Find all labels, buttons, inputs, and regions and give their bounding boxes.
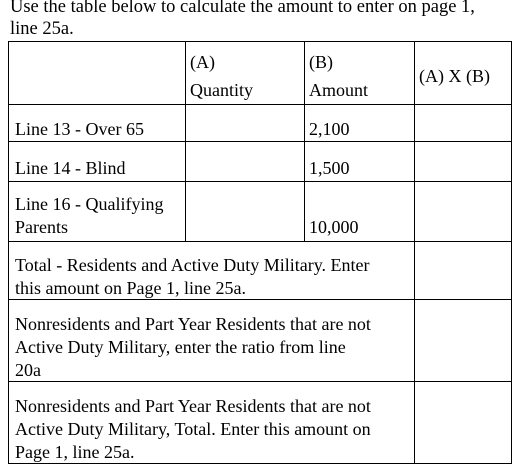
header-quantity-label: Quantity [190,80,253,100]
row-label-over-65: Line 13 - Over 65 [15,119,144,139]
header-quantity-letter: (A) [190,52,215,72]
row-divider [8,181,512,182]
row-amount-over-65: 2,100 [309,119,350,139]
total-label-line: Nonresidents and Part Year Residents that are not [15,396,371,416]
table-right-border [511,41,512,464]
column-divider [414,41,415,464]
row-divider [8,104,512,105]
total-label-line: Nonresidents and Part Year Residents that are not [15,314,371,334]
total-label-line: 20a [15,360,41,380]
total-label-line: Page 1, line 25a. [15,442,135,462]
header-product: (A) X (B) [419,66,490,86]
total-label-line: Active Duty Military, enter the ratio from line [15,337,346,357]
instructions-line-1: Use the table below to calculate the amount to enter on page 1, [10,0,475,17]
row-label-qualifying-parents [15,193,163,239]
instructions-line-2: line 25a. [10,19,74,39]
row-label-blind: Line 14 - Blind [15,158,126,178]
total-residents-label [15,254,410,300]
row-label-line: Line 16 - Qualifying [15,194,164,214]
header-quantity [190,51,253,102]
row-label-line: Parents [15,217,68,237]
column-divider [185,41,186,241]
total-label-line: Active Duty Military, Total. Enter this amount on [15,419,371,439]
row-divider [8,141,512,142]
row-amount-blind: 1,500 [309,158,350,178]
header-amount-letter: (B) [309,52,333,72]
table-left-border [8,41,9,464]
total-label-line: this amount on Page 1, line 25a. [15,278,246,298]
table-top-border [8,41,512,42]
header-amount [309,51,368,102]
column-divider [304,41,305,241]
header-amount-label: Amount [309,80,369,100]
row-divider [8,241,512,242]
nonresident-ratio-label [15,313,410,382]
row-amount-qualifying-parents: 10,000 [309,217,359,237]
nonresident-total-label [15,395,410,464]
total-label-line: Total - Residents and Active Duty Military. Enter [15,255,370,275]
